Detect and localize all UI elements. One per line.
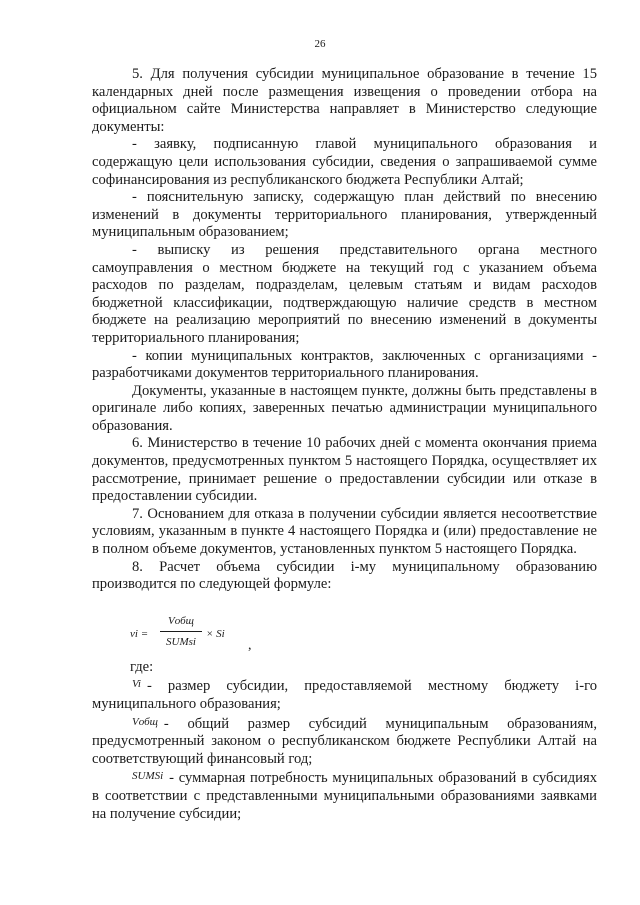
paragraph-8: 8. Расчет объема субсидии i-му муниципальному образованию производится по следующей формуле: <box>92 558 597 593</box>
definition-vtotal-symbol: Vобщ <box>132 715 158 728</box>
paragraph-documents-form: Документы, указанные в настоящем пункте, должны быть представлены в оригинале либо копиях, заверенных печатью администрации муниципального образования. <box>92 382 597 434</box>
definition-vtotal-text: - общий размер субсидий муниципальным образованиям, предусмотренный законом о республиканском бюджете Республики Алтай на соответствующий финансовый год; <box>92 715 597 767</box>
definition-sumsi <box>92 768 597 823</box>
document-body <box>92 66 597 823</box>
definition-sumsi-symbol: SUMSi <box>132 770 164 783</box>
definition-sumsi-text: - суммарная потребность муниципальных образований в субсидиях в соответствии с представленными муниципальными образованиями заявками на получение субсидии; <box>92 770 597 822</box>
formula-denominator: SUMsi <box>166 636 196 649</box>
definition-vi-symbol: Vi <box>132 678 141 691</box>
definition-vi <box>92 676 597 713</box>
formula-lhs: vi = <box>130 627 149 640</box>
list-item-budget-extract: - выписку из решения представительного органа местного самоуправления о местном бюджете на текущий год с указанием объема расходов по разделам, подразделам, целевым статьям и видам расходов бюджетной классификации, подтверждающую наличие средств в местном бюджете на реализацию мероприятий по внесению изменений в документы территориального планирования; <box>92 241 597 346</box>
page-number: 26 <box>314 38 326 50</box>
where-label: где: <box>130 658 154 675</box>
list-item-application: - заявку, подписанную главой муниципального образования и содержащую цели использования субсидии, сведения о запрашиваемой сумме софинансирования из республиканского бюджета Республики Алтай; <box>92 136 597 188</box>
paragraph-7: 7. Основанием для отказа в получении субсидии является несоответствие условиям, указанным в пункте 4 настоящего Порядка и (или) предоставление не в полном объеме документов, установленных пунктом 5 настоящего Порядка. <box>92 505 597 558</box>
definition-vtotal <box>92 714 597 769</box>
subsidy-formula <box>130 611 597 657</box>
formula-fraction <box>160 613 202 652</box>
formula-trailing-comma: , <box>248 637 252 653</box>
list-item-contract-copies: - копии муниципальных контрактов, заключенных с организациями - разработчиками документов территориального планирования. <box>92 347 597 382</box>
formula-rhs: × Si <box>206 627 225 640</box>
paragraph-6: 6. Министерство в течение 10 рабочих дней с момента окончания приема документов, предусмотренных пунктом 5 настоящего Порядка, осуществляет их рассмотрение, принимает решение о предоставлении субсидии или отказе в предоставлении субсидии. <box>92 435 597 505</box>
list-item-explanatory-note: - пояснительную записку, содержащую план действий по внесению изменений в документы территориального планирования, утвержденный муниципальным образованием; <box>92 189 597 241</box>
formula-numerator: Vобщ <box>160 613 202 633</box>
paragraph-5: 5. Для получения субсидии муниципальное образование в течение 15 календарных дней после размещения извещения о проведении отбора на официальном сайте Министерства направляет в Министерство следующие документы: <box>92 66 597 135</box>
definition-vi-text: - размер субсидии, предоставляемой местному бюджету i-го муниципального образования; <box>92 678 597 712</box>
